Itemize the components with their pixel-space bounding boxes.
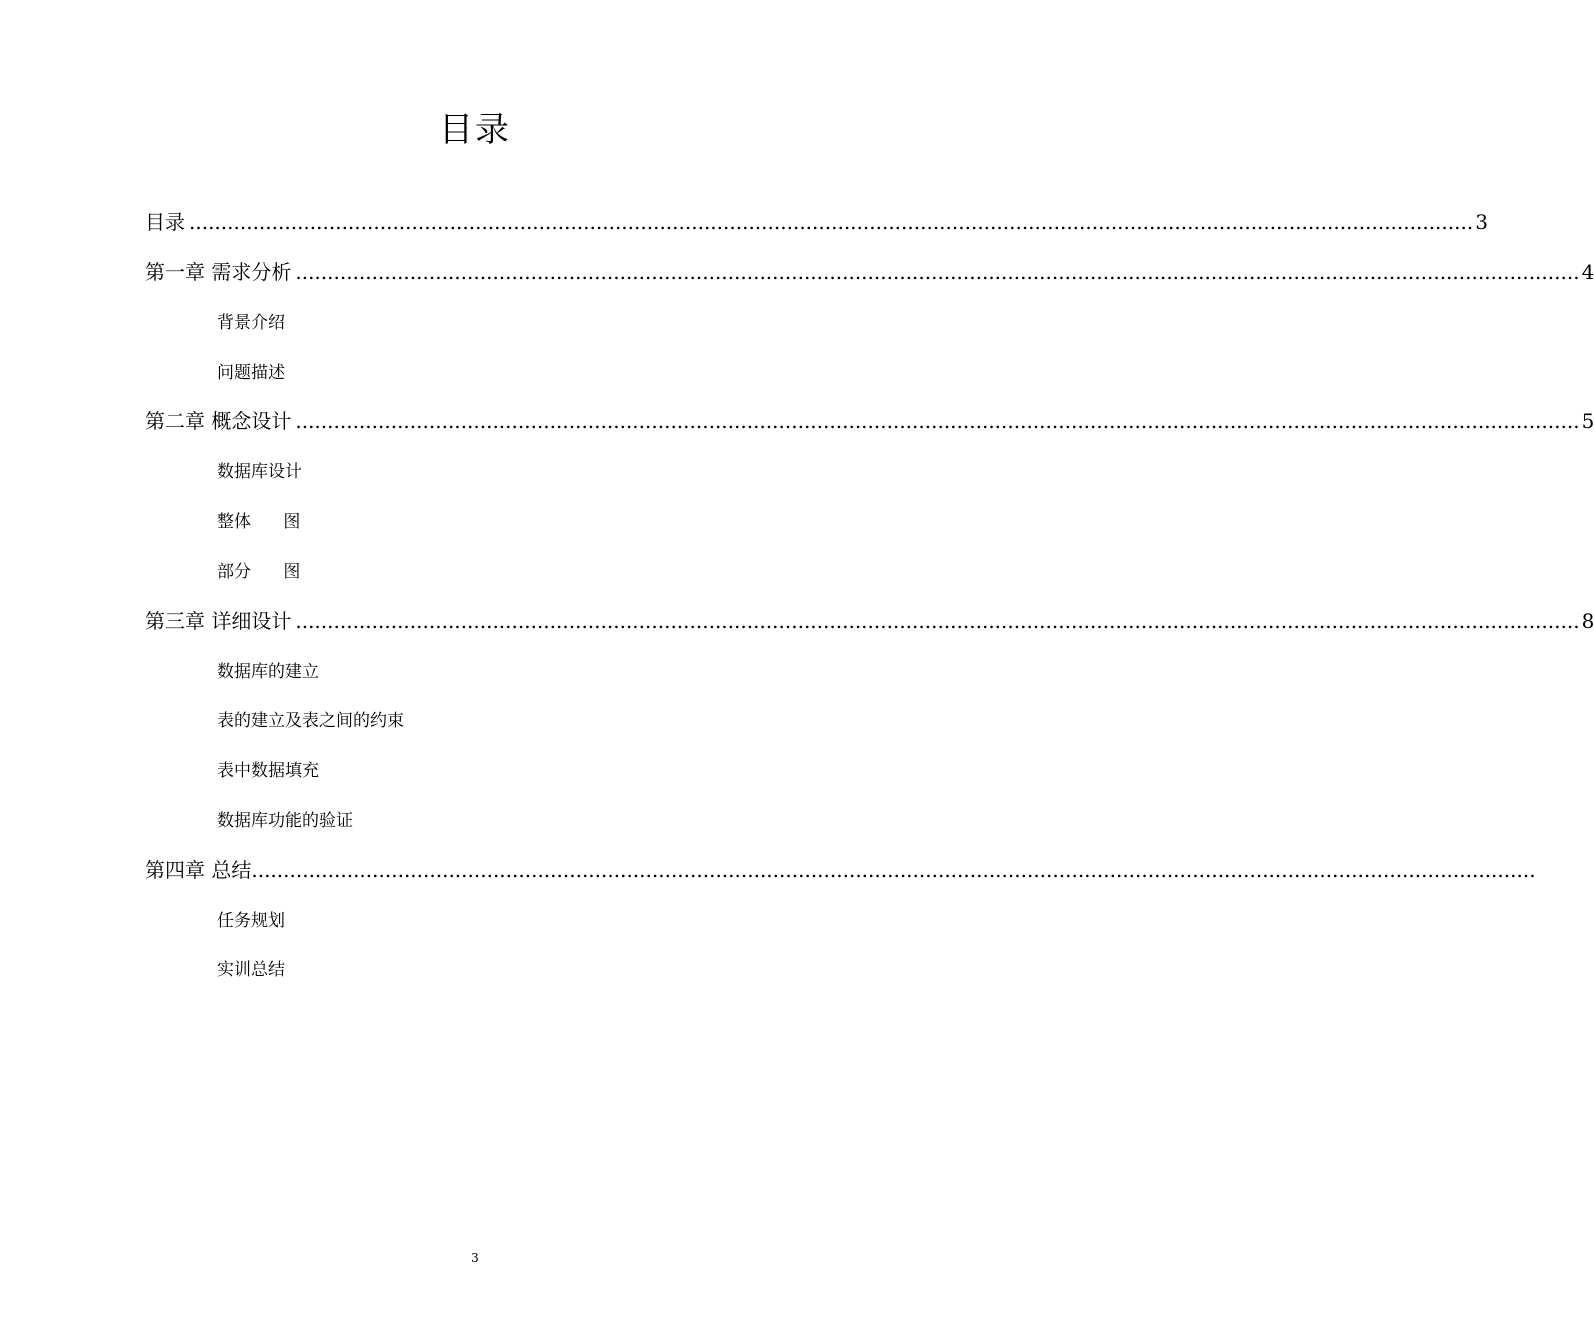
toc-entry-label: 第四章 总结 bbox=[145, 858, 252, 882]
toc-subentry[interactable]: 问题描述 bbox=[217, 363, 285, 383]
toc-entry-page: 3 bbox=[1475, 210, 1488, 234]
dot-leader: .......................................................................................................................................................................................................... bbox=[189, 210, 1474, 234]
toc-subentry[interactable]: 背景介绍 bbox=[217, 313, 285, 333]
toc-subentry[interactable]: 数据库设计 bbox=[217, 462, 302, 482]
toc-title: 目录 bbox=[439, 110, 511, 150]
toc-entry-chapter-1[interactable] bbox=[145, 257, 1594, 287]
toc-entry-chapter-4[interactable] bbox=[145, 855, 1536, 885]
toc-subentry[interactable]: 数据库功能的验证 bbox=[217, 811, 353, 831]
toc-subentry[interactable]: 实训总结 bbox=[217, 960, 285, 980]
toc-subentry[interactable]: 数据库的建立 bbox=[217, 662, 319, 682]
page-number: 3 bbox=[471, 1251, 479, 1265]
dot-leader: .......................................................................................................................................................................................................... bbox=[295, 409, 1580, 433]
toc-entry-page: 4 bbox=[1581, 260, 1594, 284]
toc-entry-page: 8 bbox=[1581, 609, 1594, 633]
toc-entry-label: 目录 bbox=[145, 210, 185, 234]
dot-leader: .......................................................................................................................................................................................................... bbox=[295, 260, 1580, 284]
toc-entry-label: 第二章 概念设计 bbox=[145, 409, 292, 433]
toc-subentry[interactable]: 整体 图 bbox=[217, 512, 301, 532]
toc-entry-chapter-2[interactable] bbox=[145, 406, 1594, 436]
toc-entry-label: 第一章 需求分析 bbox=[145, 260, 292, 284]
toc-subentry[interactable]: 表中数据填充 bbox=[217, 761, 319, 781]
toc-entry-contents[interactable] bbox=[145, 207, 1488, 237]
toc-subentry[interactable]: 任务规划 bbox=[217, 911, 285, 931]
dot-leader: .......................................................................................................................................................................................................... bbox=[295, 609, 1580, 633]
toc-entry-label: 第三章 详细设计 bbox=[145, 609, 292, 633]
toc-subentry[interactable]: 部分 图 bbox=[217, 562, 301, 582]
dot-leader: .......................................................................................................................................................................................................... bbox=[251, 858, 1536, 882]
toc-entry-chapter-3[interactable] bbox=[145, 606, 1594, 636]
toc-subentry[interactable]: 表的建立及表之间的约束 bbox=[217, 711, 404, 731]
toc-entry-page: 5 bbox=[1581, 409, 1594, 433]
